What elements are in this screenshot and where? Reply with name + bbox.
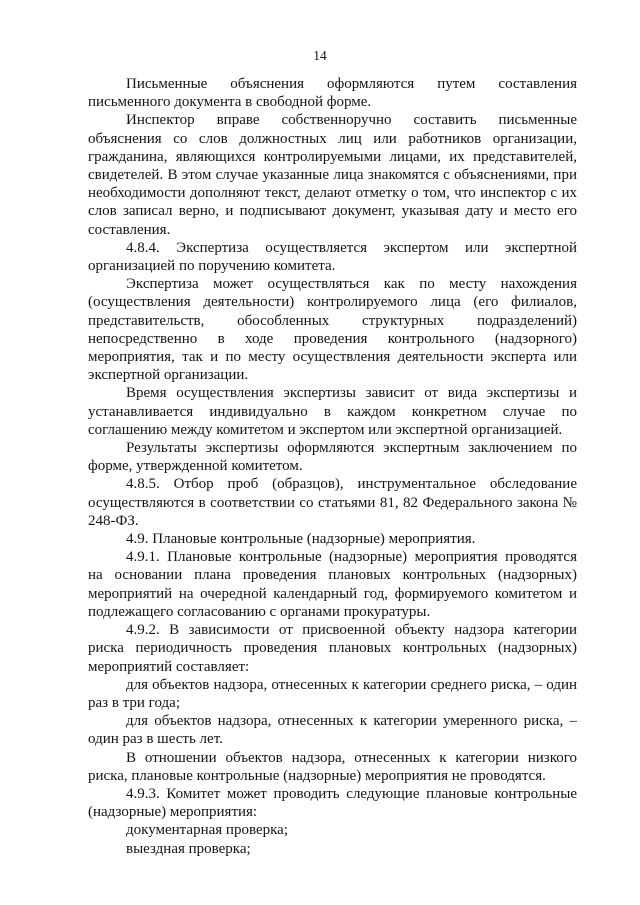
paragraph-expertise-place: Экспертиза может осуществляться как по месту нахождения (осуществления деятельности) контролируемого лица (его филиалов, представительств, обособленных структурных подразделений) непосредственно в ходе проведения контрольного (надзорного) мероприятия, так и по месту осуществления деятельности эксперта или экспертной организации. bbox=[88, 276, 577, 384]
paragraph-medium-risk: для объектов надзора, отнесенных к категории среднего риска, – один раз в три года; bbox=[88, 676, 577, 711]
paragraph-4-8-4: 4.8.4. Экспертиза осуществляется экспертом или экспертной организацией по поручению комитета. bbox=[88, 239, 577, 275]
paragraph-4-9-2: 4.9.2. В зависимости от присвоенной объекту надзора категории риска периодичность проведения плановых контрольных (надзорных) мероприятий составляет: bbox=[88, 622, 577, 675]
paragraph-moderate-risk: для объектов надзора, отнесенных к категории умеренного риска, – один раз в шесть лет. bbox=[88, 713, 577, 748]
list-item-documentary-check: документарная проверка; bbox=[126, 822, 288, 839]
list-item-field-check: выездная проверка; bbox=[126, 840, 251, 857]
document-body bbox=[88, 75, 577, 858]
paragraph-4-9-3: 4.9.3. Комитет может проводить следующие плановые контрольные (надзорные) мероприятия: bbox=[88, 785, 577, 821]
paragraph-inspector-rights: Инспектор вправе собственноручно составить письменные объяснения со слов должностных лиц или работников организации, гражданина, являющихся контролируемыми лицами, их представителей, свидетелей. В этом случае указанные лица знакомятся с объяснениями, при необходимости дополняют текст, делают отметку о том, что инспектор с их слов записал верно, и подписывают документ, указывая дату и место его составления. bbox=[88, 112, 577, 238]
paragraph-low-risk: В отношении объектов надзора, отнесенных к категории низкого риска, плановые контрольные (надзорные) мероприятия не проводятся. bbox=[88, 749, 577, 784]
page-number: 14 bbox=[313, 48, 327, 63]
paragraph-expertise-time: Время осуществления экспертизы зависит от вида экспертизы и устанавливается индивидуально в каждом конкретном случае по соглашению между комитетом и экспертом или экспертной организацией. bbox=[88, 385, 577, 438]
paragraph-4-9-1: 4.9.1. Плановые контрольные (надзорные) мероприятия проводятся на основании плана проведения плановых контрольных (надзорных) мероприятий на очередной календарный год, формируемого комитетом и подлежащего согласованию с органами прокуратуры. bbox=[88, 549, 577, 620]
paragraph-written-explanations: Письменные объяснения оформляются путем составления письменного документа в свободной форме. bbox=[88, 76, 577, 111]
paragraph-4-8-5: 4.8.5. Отбор проб (образцов), инструментальное обследование осуществляются в соответствии со статьями 81, 82 Федерального закона № 248-ФЗ. bbox=[88, 476, 577, 529]
paragraph-expertise-results: Результаты экспертизы оформляются экспертным заключением по форме, утвержденной комитетом. bbox=[88, 440, 577, 475]
paragraph-4-9: 4.9. Плановые контрольные (надзорные) мероприятия. bbox=[126, 531, 476, 548]
